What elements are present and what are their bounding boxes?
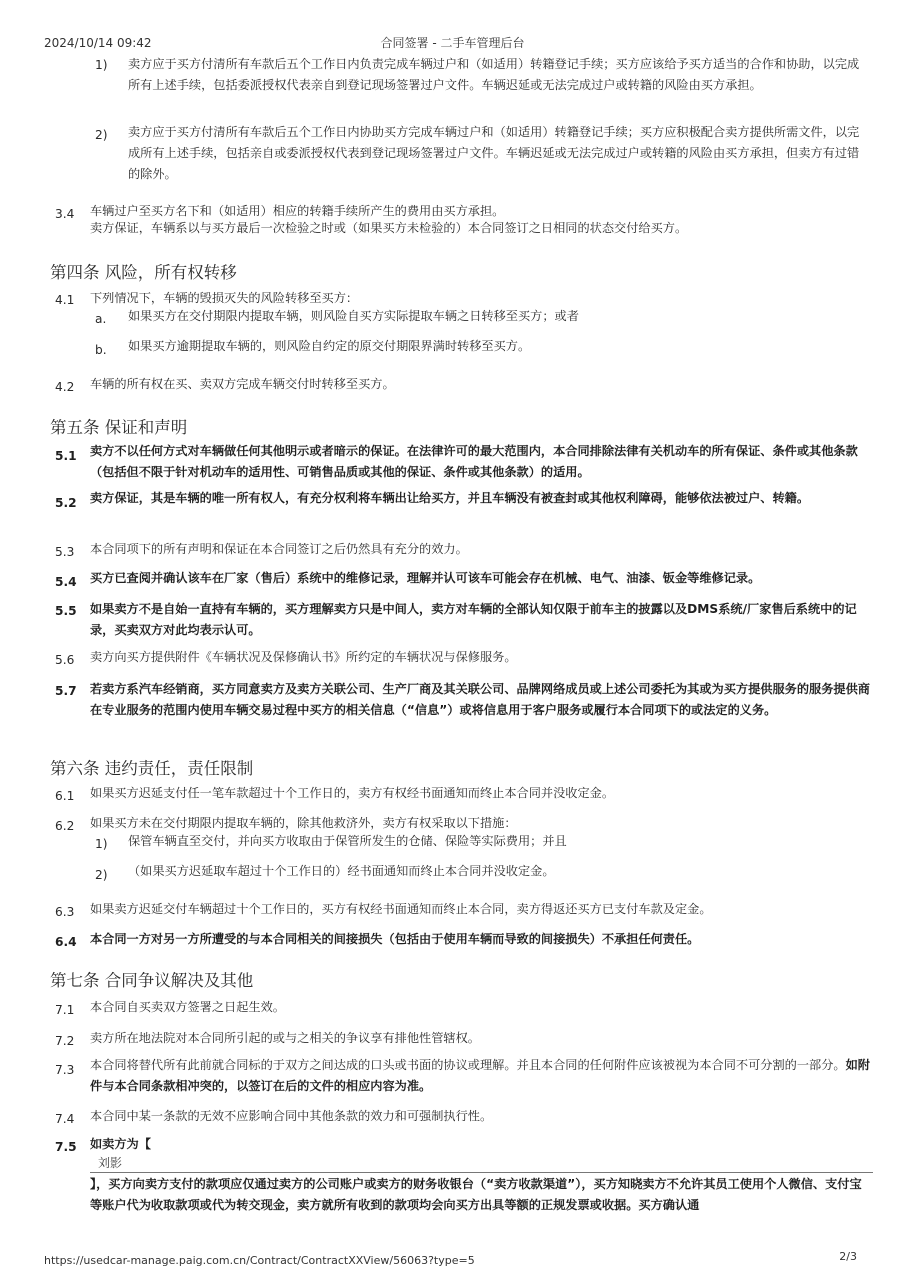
clause-7-2-number: 7.2 [55,1034,75,1048]
clause-5-7-text: 若卖方系汽车经销商，买方同意卖方及卖方关联公司、生产厂商及其关联公司、品牌网络成员或上述公司委托为其或为买方提供服务的服务提供商在专业服务的范围内使用车辆交易过程中买方的相关信息（“信息”）或将信息用于客户服务或履行本合同项下的或法定的义务。 [90,682,870,717]
clause-5-6-number: 5.6 [55,653,75,667]
clause-6-2-2-number: 2) [95,868,108,882]
section-4-heading: 第四条 风险，所有权转移 [50,263,237,282]
clause-6-1-number: 6.1 [55,789,75,803]
clause-6-2-text: 如果买方未在交付期限内提取车辆的，除其他救济外，卖方有权采取以下措施： [90,816,517,830]
clause-4-2-text: 车辆的所有权在买、卖双方完成车辆交付时转移至买方。 [90,377,395,391]
clause-7-5-tail-text: 】，买方向卖方支付的款项应仅通过卖方的公司账户或卖方的财务收银台（“卖方收款渠道”），买方知晓卖方不允许其员工使用个人微信、支付宝等账户代为收取款项或代为转交现金，卖方就所有收到的款项均会向买方出具等额的正规发票或收据。买方确认通 [90,1177,862,1212]
page-footer [0,1250,905,1270]
clause-6-2-1-number: 1) [95,837,108,851]
item-2-number: 2) [95,128,108,142]
clause-5-3-text: 本合同项下的所有声明和保证在本合同签订之后仍然具有充分的效力。 [90,542,468,556]
section-7-heading: 第七条 合同争议解决及其他 [50,971,254,990]
page-title: 合同签署 - 二手车管理后台 [380,36,525,50]
clause-7-3-text-a: 本合同将替代所有此前就合同标的于双方之间达成的口头或书面的协议或理解。并且本合同的任何附件应该被视为本合同不可分割的一部分。 [90,1058,846,1072]
clause-6-2-2-text: （如果买方迟延取车超过十个工作日的）经书面通知而终止本合同并没收定金。 [128,864,555,878]
clause-4-1-b-text: 如果买方逾期提取车辆的，则风险自约定的原交付期限界满时转移至买方。 [128,339,531,353]
page-url: https://usedcar-manage.paig.com.cn/Contract/ContractXXView/56063?type=5 [44,1254,475,1267]
clause-6-2-number: 6.2 [55,819,75,833]
clause-7-4-number: 7.4 [55,1112,75,1126]
page-number: 2/3 [839,1250,857,1263]
clause-7-1-number: 7.1 [55,1003,75,1017]
clause-6-4-number: 6.4 [55,935,77,949]
clause-3-4-text-a: 车辆过户至买方名下和（如适用）相应的转籍手续所产生的费用由买方承担。 [90,204,505,218]
item-1-text: 卖方应于买方付清所有车款后五个工作日内负责完成车辆过户和（如适用）转籍登记手续；买方应该给予买方适当的合作和协助，以完成所有上述手续，包括委派授权代表亲自到登记现场签署过户文件。车辆迟延或无法完成过户或转籍的风险由买方承担。 [128,57,860,92]
clause-7-1-text: 本合同自买卖双方签署之日起生效。 [90,1000,285,1014]
clause-5-6-text: 卖方向买方提供附件《车辆状况及保修确认书》所约定的车辆状况与保修服务。 [90,650,517,664]
clause-6-2-1-text: 保管车辆直至交付，并向买方收取由于保管所发生的仓储、保险等实际费用；并且 [128,834,567,848]
clause-5-2-number: 5.2 [55,496,77,510]
clause-5-7-number: 5.7 [55,684,77,698]
clause-4-2-number: 4.2 [55,380,75,394]
seller-name-field [90,1158,873,1173]
clause-7-4-text: 本合同中某一条款的无效不应影响合同中其他条款的效力和可强制执行性。 [90,1109,493,1123]
clause-4-1-a-text: 如果买方在交付期限内提取车辆，则风险自买方实际提取车辆之日转移至买方；或者 [128,309,579,323]
clause-5-4-text: 买方已查阅并确认该车在厂家（售后）系统中的维修记录，理解并认可该车可能会存在机械、电气、油漆、钣金等维修记录。 [90,571,761,585]
clause-7-3-number: 7.3 [55,1063,75,1077]
clause-5-2-text: 卖方保证，其是车辆的唯一所有权人，有充分权利将车辆出让给买方，并且车辆没有被查封或其他权利障碍，能够依法被过户、转籍。 [90,491,810,505]
clause-5-4-number: 5.4 [55,575,77,589]
clause-7-5-text: 如卖方为【 [90,1137,151,1151]
item-2-text: 卖方应于买方付清所有车款后五个工作日内协助买方完成车辆过户和（如适用）转籍登记手续；买方应积极配合卖方提供所需文件，以完成所有上述手续，包括亲自或委派授权代表到登记现场签署过户文件。车辆迟延或无法完成过户或转籍的风险由买方承担，但卖方有过错的除外。 [128,125,860,181]
clause-4-1-text: 下列情况下，车辆的毁损灭失的风险转移至买方： [90,291,359,305]
clause-5-3-number: 5.3 [55,545,75,559]
clause-6-1-text: 如果买方迟延支付任一笔车款超过十个工作日的，卖方有权经书面通知而终止本合同并没收定金。 [90,786,615,800]
section-5-heading: 第五条 保证和声明 [50,418,188,437]
section-6-heading: 第六条 违约责任，责任限制 [50,759,254,778]
clause-6-3-text: 如果卖方迟延交付车辆超过十个工作日的，买方有权经书面通知而终止本合同，卖方得返还买方已支付车款及定金。 [90,902,712,916]
clause-4-1-a-number: a. [95,312,107,326]
clause-7-3-text-b: 如附件与本合同条款相冲突的，以签订在后的文件的相应内容为准。 [90,1058,870,1093]
print-date: 2024/10/14 09:42 [44,36,152,50]
clause-3-4-number: 3.4 [55,207,75,221]
seller-name: 刘影 [98,1156,123,1170]
page-header [0,30,905,50]
clause-3-4-text-b: 卖方保证，车辆系以与买方最后一次检验之时或（如果买方未检验的）本合同签订之日相同的状态交付给买方。 [90,221,688,235]
clause-5-1-text: 卖方不以任何方式对车辆做任何其他明示或者暗示的保证。在法律许可的最大范围内，本合同排除法律有关机动车的所有保证、条件或其他条款（包括但不限于针对机动车的适用性、可销售品质或其他的保证、条件或其他条款）的适用。 [90,444,858,479]
clause-5-5-number: 5.5 [55,604,77,618]
clause-6-4-text: 本合同一方对另一方所遭受的与本合同相关的间接损失（包括由于使用车辆而导致的间接损失）不承担任何责任。 [90,932,700,946]
clause-5-1-number: 5.1 [55,449,77,463]
clause-7-5-number: 7.5 [55,1140,77,1154]
clause-6-3-number: 6.3 [55,905,75,919]
clause-4-1-b-number: b. [95,343,107,357]
clause-4-1-number: 4.1 [55,293,75,307]
clause-7-2-text: 卖方所在地法院对本合同所引起的或与之相关的争议享有排他性管辖权。 [90,1031,480,1045]
clause-5-5-text: 如果卖方不是自始一直持有车辆的，买方理解卖方只是中间人，卖方对车辆的全部认知仅限于前车主的披露以及DMS系统/厂家售后系统中的记录，买卖双方对此均表示认可。 [90,602,857,637]
item-1-number: 1) [95,58,108,72]
clause-7-3-text [90,1055,870,1097]
